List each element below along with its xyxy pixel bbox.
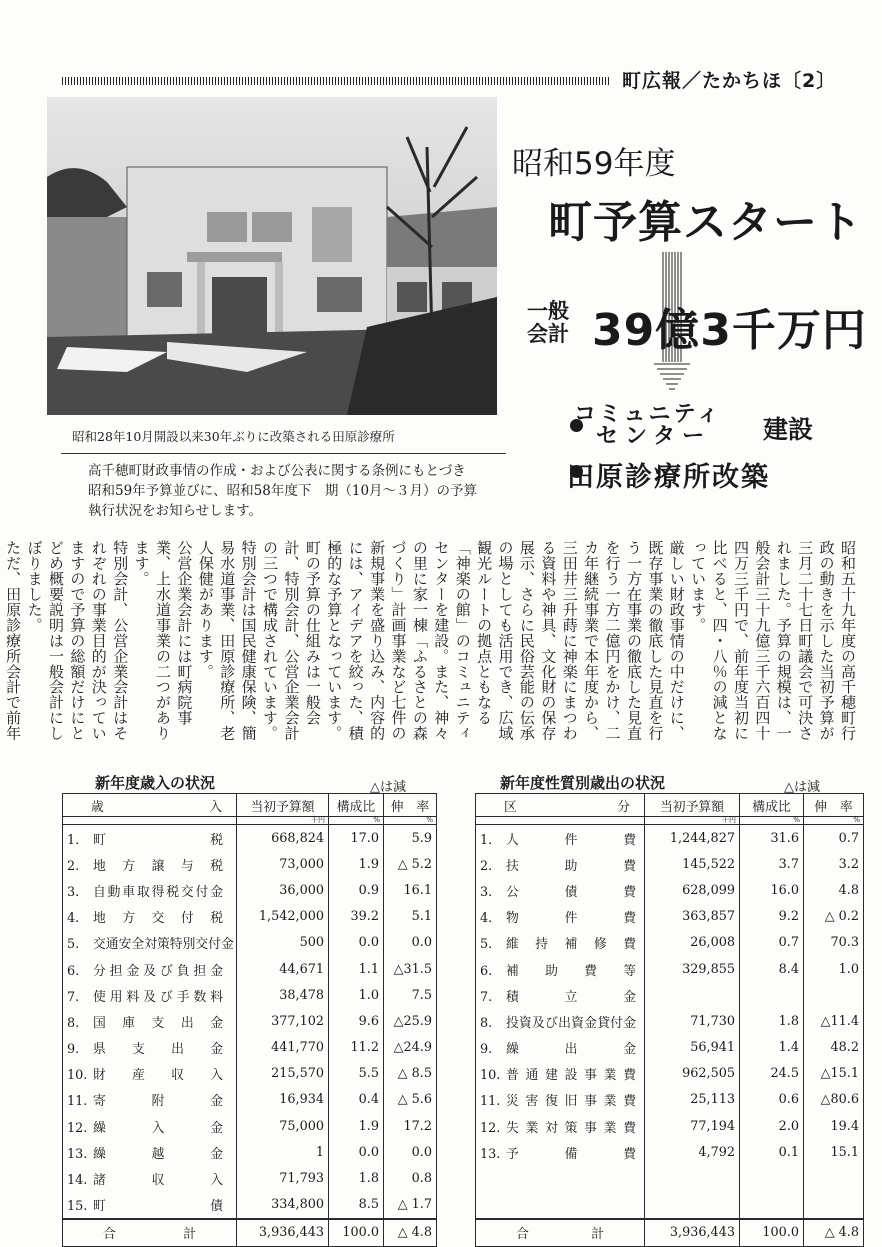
table-row — [63, 1139, 437, 1165]
row-budget: 75,000 — [237, 1113, 329, 1139]
header-rule — [62, 77, 610, 85]
row-label: 繰入金 — [93, 1120, 223, 1136]
row-label: 予備費 — [506, 1146, 636, 1162]
row-growth: 4.8 — [804, 877, 864, 903]
table-row — [476, 1061, 864, 1087]
row-budget: 36,000 — [237, 877, 329, 903]
row-number: 13. — [480, 1146, 501, 1162]
row-growth: 0.7 — [804, 825, 864, 852]
article-paragraph: 公営企業会計には町病院事業、上水道事業の二つがあります。 — [132, 540, 194, 741]
row-item — [476, 1113, 645, 1139]
row-budget: 628,099 — [645, 877, 740, 903]
row-growth: 0.0 — [384, 930, 437, 956]
row-item — [476, 930, 645, 956]
table-row — [476, 825, 864, 852]
row-item — [63, 982, 237, 1008]
row-ratio — [740, 982, 804, 1008]
unit-ratio: % — [329, 817, 384, 825]
table-row — [63, 825, 437, 852]
bullet1-suffix: 建設 — [763, 415, 814, 444]
row-item — [476, 1139, 645, 1165]
headline-main: 町予算スタート — [548, 197, 863, 248]
intro-line: 昭和59年予算並びに、昭和58年度下 期（10月～３月）の予算 — [88, 483, 478, 499]
intro-divider — [61, 453, 506, 454]
table-row — [63, 851, 437, 877]
row-item — [63, 825, 237, 852]
total-label-text: 合計 — [516, 1227, 604, 1243]
row-label: 投資及び出資金貸付金 — [506, 1015, 636, 1031]
row-number: 1. — [67, 832, 80, 848]
row-number: 5. — [67, 937, 80, 953]
table-row — [63, 1192, 437, 1219]
total-ratio: 100.0 — [329, 1219, 384, 1247]
clinic-photo — [47, 97, 497, 415]
row-budget: 25,113 — [645, 1087, 740, 1113]
row-label: 普通建設事業費 — [506, 1068, 636, 1084]
table-row — [476, 877, 864, 903]
table-row — [476, 1008, 864, 1034]
row-number: 9. — [480, 1042, 493, 1058]
row-number: 1. — [480, 832, 493, 848]
row-budget: 329,855 — [645, 956, 740, 982]
col-header-item: 歳入 — [63, 794, 237, 817]
col-header-growth: 伸 率 — [804, 794, 864, 817]
row-label: 寄附金 — [93, 1094, 223, 1110]
total-growth: △ 4.8 — [804, 1219, 864, 1247]
row-growth: 19.4 — [804, 1113, 864, 1139]
row-ratio: 0.9 — [329, 877, 384, 903]
row-growth: △15.1 — [804, 1061, 864, 1087]
article-paragraph: 特別会計は国民健康保険、簡易水道事業、田原診療所、老人保健があります。 — [196, 540, 258, 741]
row-item — [63, 1192, 237, 1219]
unit-growth: % — [804, 817, 864, 825]
article-paragraph: 特別会計、公営企業会計はそれぞれの事業目的が決っていますので予算の総額だけにとどめ概要説明は一般会計にしぼりました。 — [25, 540, 130, 741]
row-label: 積立金 — [506, 989, 636, 1005]
row-item — [476, 1061, 645, 1087]
spacer-cell — [740, 1165, 804, 1218]
row-label: 町税 — [93, 832, 223, 848]
spacer-cell — [645, 1165, 740, 1218]
table-row — [476, 1113, 864, 1139]
row-ratio: 0.6 — [740, 1087, 804, 1113]
table-row — [63, 956, 437, 982]
bullet1-line1: コミュニティ — [574, 402, 722, 427]
expenditure-note: △は減 — [784, 780, 820, 795]
row-label: 物件費 — [506, 911, 636, 927]
row-number: 7. — [480, 989, 493, 1005]
row-budget: 145,522 — [645, 851, 740, 877]
table-row — [63, 1087, 437, 1113]
row-budget: 500 — [237, 930, 329, 956]
row-growth: 17.2 — [384, 1113, 437, 1139]
row-item — [63, 877, 237, 903]
row-item — [476, 851, 645, 877]
revenue-table — [62, 793, 437, 1247]
table-row — [476, 904, 864, 930]
table-row — [476, 1035, 864, 1061]
expenditure-table — [475, 793, 864, 1247]
row-ratio: 16.0 — [740, 877, 804, 903]
row-item — [63, 1087, 237, 1113]
table-row — [476, 1087, 864, 1113]
row-ratio: 5.5 — [329, 1061, 384, 1087]
row-growth: △ 8.5 — [384, 1061, 437, 1087]
table-header-row — [476, 794, 864, 817]
row-label: 分担金及び負担金 — [93, 963, 223, 979]
row-number: 2. — [67, 858, 80, 874]
row-growth: 5.9 — [384, 825, 437, 852]
row-number: 6. — [67, 963, 80, 979]
row-number: 5. — [480, 937, 493, 953]
budget-amount: 39億3千万円 — [592, 305, 867, 356]
row-item — [63, 904, 237, 930]
row-label: 維持補修費 — [506, 937, 636, 953]
intro-text — [88, 461, 498, 521]
total-budget: 3,936,443 — [645, 1219, 740, 1247]
row-budget: 73,000 — [237, 851, 329, 877]
total-label-text: 合計 — [103, 1227, 196, 1243]
col-header-ratio: 構成比 — [740, 794, 804, 817]
row-label: 地方譲与税 — [93, 858, 223, 874]
row-ratio: 9.6 — [329, 1008, 384, 1034]
row-growth: 0.8 — [384, 1165, 437, 1191]
bullet1-line2: センター — [596, 424, 712, 449]
row-growth: △ 5.6 — [384, 1087, 437, 1113]
row-growth: △ 5.2 — [384, 851, 437, 877]
row-ratio: 24.5 — [740, 1061, 804, 1087]
row-ratio: 1.8 — [329, 1165, 384, 1191]
table-row — [476, 930, 864, 956]
revenue-note: △は減 — [370, 780, 406, 795]
row-number: 3. — [67, 884, 80, 900]
row-label: 地方交付税 — [93, 911, 223, 927]
row-budget: 1 — [237, 1139, 329, 1165]
row-item — [63, 1008, 237, 1034]
row-ratio: 0.4 — [329, 1087, 384, 1113]
row-label: 町債 — [93, 1199, 223, 1215]
row-ratio: 3.7 — [740, 851, 804, 877]
row-label: 繰出金 — [506, 1042, 636, 1058]
table-row-spacer — [476, 1165, 864, 1218]
row-item — [476, 1087, 645, 1113]
col-header-item: 区分 — [476, 794, 645, 817]
row-growth: 3.2 — [804, 851, 864, 877]
row-budget: 56,941 — [645, 1035, 740, 1061]
general-account-line1: 一般 — [527, 299, 569, 323]
table-row — [63, 1035, 437, 1061]
intro-line: 執行状況をお知らせします。 — [88, 503, 263, 519]
row-item — [63, 1113, 237, 1139]
row-growth: 15.1 — [804, 1139, 864, 1165]
row-label: 諸収入 — [93, 1173, 223, 1189]
row-number: 12. — [480, 1120, 501, 1136]
row-label: 繰越金 — [93, 1146, 223, 1162]
row-label: 自動車取得税交付金 — [93, 884, 223, 900]
row-budget — [645, 982, 740, 1008]
general-account-label — [527, 300, 569, 346]
expenditure-title: 新年度性質別歳出の状況 — [500, 774, 666, 792]
intro-line: 高千穂町財政事情の作成・および公表に関する条例にもとづき — [88, 463, 466, 479]
row-budget: 71,793 — [237, 1165, 329, 1191]
table-row — [63, 1061, 437, 1087]
table-row — [63, 930, 437, 956]
row-ratio: 1.4 — [740, 1035, 804, 1061]
total-budget: 3,936,443 — [237, 1219, 329, 1247]
row-label: 公債費 — [506, 884, 636, 900]
row-budget: 441,770 — [237, 1035, 329, 1061]
row-growth: △11.4 — [804, 1008, 864, 1034]
general-account-line2: 会計 — [527, 322, 569, 346]
row-item — [476, 1008, 645, 1034]
row-budget: 16,934 — [237, 1087, 329, 1113]
article-paragraph: ただ、田原診療所会計で前年 — [4, 540, 23, 741]
unit-growth: % — [384, 817, 437, 825]
row-budget: 71,730 — [645, 1008, 740, 1034]
units-row — [476, 817, 864, 825]
spacer-cell — [804, 1165, 864, 1218]
table-row — [63, 904, 437, 930]
row-number: 11. — [67, 1094, 88, 1110]
row-ratio: 0.7 — [740, 930, 804, 956]
row-item — [476, 982, 645, 1008]
row-ratio: 11.2 — [329, 1035, 384, 1061]
row-item — [476, 1035, 645, 1061]
table-row — [63, 982, 437, 1008]
unit-budget: 千円 — [237, 817, 329, 825]
row-ratio: 17.0 — [329, 825, 384, 852]
row-item — [476, 904, 645, 930]
row-item — [63, 1139, 237, 1165]
row-item — [63, 851, 237, 877]
col-header-growth: 伸 率 — [384, 794, 437, 817]
row-ratio: 1.1 — [329, 956, 384, 982]
table-row — [476, 982, 864, 1008]
building-illustration — [47, 97, 497, 415]
row-growth: △31.5 — [384, 956, 437, 982]
row-ratio: 0.0 — [329, 1139, 384, 1165]
table-row — [63, 1113, 437, 1139]
table-total-row — [63, 1219, 437, 1247]
row-budget: 334,800 — [237, 1192, 329, 1219]
unit-budget: 千円 — [645, 817, 740, 825]
row-ratio: 2.0 — [740, 1113, 804, 1139]
units-row — [63, 817, 437, 825]
row-label: 人件費 — [506, 832, 636, 848]
row-item — [476, 877, 645, 903]
row-ratio: 1.8 — [740, 1008, 804, 1034]
row-growth: 5.1 — [384, 904, 437, 930]
row-label: 扶助費 — [506, 858, 636, 874]
row-budget: 26,008 — [645, 930, 740, 956]
row-item — [476, 825, 645, 852]
table-row — [476, 956, 864, 982]
row-number: 9. — [67, 1042, 80, 1058]
row-budget: 1,244,827 — [645, 825, 740, 852]
row-ratio: 1.0 — [329, 982, 384, 1008]
row-growth: △ 0.2 — [804, 904, 864, 930]
row-label: 財産収入 — [93, 1068, 223, 1084]
col-header-budget: 当初予算額 — [237, 794, 329, 817]
row-budget: 44,671 — [237, 956, 329, 982]
row-budget: 77,194 — [645, 1113, 740, 1139]
row-number: 4. — [67, 911, 80, 927]
bullet2: 田原診療所改築 — [567, 462, 770, 493]
row-label: 交通安全対策特別交付金 — [93, 937, 234, 953]
row-number: 12. — [67, 1120, 88, 1136]
row-number: 6. — [480, 963, 493, 979]
row-growth: 48.2 — [804, 1035, 864, 1061]
row-growth: 70.3 — [804, 930, 864, 956]
row-budget: 962,505 — [645, 1061, 740, 1087]
unit-ratio: % — [740, 817, 804, 825]
spacer-cell — [476, 1165, 645, 1218]
row-number: 2. — [480, 858, 493, 874]
row-growth: 0.0 — [384, 1139, 437, 1165]
row-ratio: 31.6 — [740, 825, 804, 852]
table-row — [476, 851, 864, 877]
row-ratio: 0.1 — [740, 1139, 804, 1165]
unit-blank — [476, 817, 645, 825]
total-label — [476, 1219, 645, 1247]
row-budget: 1,542,000 — [237, 904, 329, 930]
row-label: 失業対策事業費 — [506, 1120, 636, 1136]
table-row — [63, 1165, 437, 1191]
row-number: 10. — [480, 1068, 501, 1084]
page-header-title: 町広報／たかちほ〔2〕 — [622, 70, 837, 92]
article-paragraph: 厳しい財政事情の中だけに、既存事業の徹底した見直を行う一方在事業の徹底した見直を行う一方二億円をかけ、二カ年継続事業で本年度から、三田井三升蒔に神楽にまつわる資料や神具、文化財の保存展示、さらに民俗芸能の伝承の場としても活用でき、広域観光ルートの拠点ともなる「神楽の館」のコミュニティセンターを建設。また、神々の里に家一棟「ふるさとの森づくり」計画事業など七件の新規事業を盛り込み、内容的には、アイデアを絞った、積極的な予算となっています。 — [325, 540, 686, 741]
row-item — [63, 956, 237, 982]
table-row — [63, 1008, 437, 1034]
article-paragraph: 昭和五十九年度の高千穂町行政の動きを示した当初予算が三月二十七日町議会で可決されました。予算の規模は、一般会計三十九億三千六百四十四万三千円で、前年度当初に比べると、四・八％の減となっています。 — [689, 540, 857, 741]
row-number: 10. — [67, 1068, 88, 1084]
row-ratio: 8.4 — [740, 956, 804, 982]
row-budget: 363,857 — [645, 904, 740, 930]
headline-year: 昭和59年度 — [512, 146, 676, 182]
row-label: 使用料及び手数料 — [93, 989, 223, 1005]
row-growth — [804, 982, 864, 1008]
row-budget: 38,478 — [237, 982, 329, 1008]
row-ratio: 1.9 — [329, 1113, 384, 1139]
col-header-ratio: 構成比 — [329, 794, 384, 817]
row-number: 13. — [67, 1146, 88, 1162]
total-growth: △ 4.8 — [384, 1219, 437, 1247]
row-budget: 668,824 — [237, 825, 329, 852]
article-body — [4, 540, 858, 754]
row-number: 4. — [480, 911, 493, 927]
row-growth: △80.6 — [804, 1087, 864, 1113]
article-paragraph: 町の予算の仕組みは一般会計、特別会計、公営企業会計の三つで構成されています。 — [261, 540, 322, 741]
row-growth: 1.0 — [804, 956, 864, 982]
revenue-title: 新年度歳入の状況 — [95, 774, 216, 792]
table-total-row — [476, 1219, 864, 1247]
row-ratio: 8.5 — [329, 1192, 384, 1219]
row-item — [63, 1035, 237, 1061]
table-row — [63, 877, 437, 903]
row-growth: 16.1 — [384, 877, 437, 903]
row-label: 県支出金 — [93, 1042, 223, 1058]
row-item — [63, 1061, 237, 1087]
table-header-row — [63, 794, 437, 817]
row-item — [476, 956, 645, 982]
row-ratio: 39.2 — [329, 904, 384, 930]
row-number: 14. — [67, 1173, 88, 1189]
row-number: 3. — [480, 884, 493, 900]
row-item — [63, 1165, 237, 1191]
row-label: 補助費等 — [506, 963, 636, 979]
total-label — [63, 1219, 237, 1247]
row-ratio: 0.0 — [329, 930, 384, 956]
row-budget: 377,102 — [237, 1008, 329, 1034]
row-number: 11. — [480, 1094, 501, 1110]
row-ratio: 9.2 — [740, 904, 804, 930]
row-number: 7. — [67, 989, 80, 1005]
photo-caption: 昭和28年10月開設以来30年ぶりに改築される田原診療所 — [72, 429, 395, 444]
col-header-budget: 当初予算額 — [645, 794, 740, 817]
unit-blank — [63, 817, 237, 825]
table-row — [476, 1139, 864, 1165]
row-ratio: 1.9 — [329, 851, 384, 877]
row-number: 8. — [67, 1015, 80, 1031]
row-number: 8. — [480, 1015, 493, 1031]
row-number: 15. — [67, 1199, 88, 1215]
row-label: 災害復旧事業費 — [506, 1094, 636, 1110]
row-growth: △ 1.7 — [384, 1192, 437, 1219]
row-growth: △25.9 — [384, 1008, 437, 1034]
row-budget: 215,570 — [237, 1061, 329, 1087]
total-ratio: 100.0 — [740, 1219, 804, 1247]
row-growth: △24.9 — [384, 1035, 437, 1061]
row-growth: 7.5 — [384, 982, 437, 1008]
row-label: 国庫支出金 — [93, 1015, 223, 1031]
row-item — [63, 930, 237, 956]
row-budget: 4,792 — [645, 1139, 740, 1165]
